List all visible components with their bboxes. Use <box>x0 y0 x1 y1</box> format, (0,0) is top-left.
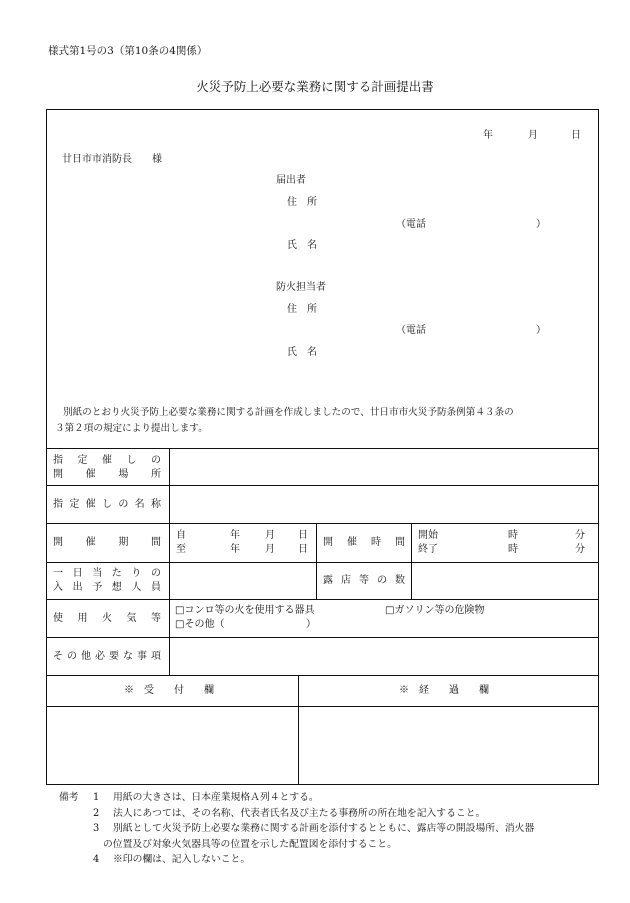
attendance-label-line2: 入 出 予 想 人 員 <box>53 582 161 593</box>
rule-venue <box>46 485 599 486</box>
remark-1-number: 1 <box>93 792 100 803</box>
notifier-phone-open: （電話 <box>396 219 426 230</box>
col-hours-left <box>316 523 317 562</box>
hours-start-hour: 時 <box>508 530 518 541</box>
hours-end: 終了 <box>418 544 438 555</box>
hours-label: 開 催 時 間 <box>323 537 405 548</box>
rule-period <box>46 562 599 563</box>
col-hours-right <box>411 523 412 562</box>
fire-manager-heading: 防火担当者 <box>276 282 326 293</box>
fire-manager-name-label: 氏 名 <box>287 347 317 358</box>
period-to-day: 日 <box>298 544 308 555</box>
hours-end-hour: 時 <box>508 544 518 555</box>
addressee: 廿日市市消防長 様 <box>62 154 162 165</box>
period-label: 開 催 期 間 <box>53 537 161 548</box>
attendance-label-line1: 一 日 当 た り の <box>53 568 161 579</box>
reception-column-header: ※ 受 付 欄 <box>124 685 214 696</box>
hours-start: 開始 <box>418 530 438 541</box>
fire-manager-phone-open: （電話 <box>396 325 426 336</box>
hours-start-minute: 分 <box>575 530 585 541</box>
col-stalls-right <box>411 562 412 599</box>
progress-column-header: ※ 経 過 欄 <box>399 685 489 696</box>
fire-option-other[interactable]: □その他（ <box>175 619 225 630</box>
rule-attendance <box>46 599 599 600</box>
notifier-address-label: 住 所 <box>287 197 317 208</box>
fire-option-gasoline[interactable]: □ガソリン等の危険物 <box>385 605 485 616</box>
col-label-divider <box>169 448 170 675</box>
period-to: 至 <box>176 544 186 555</box>
notifier-heading: 届出者 <box>276 175 306 186</box>
rule-event-name <box>46 523 599 524</box>
remark-3-text: 別紙として火災予防上必要な業務に関する計画を添付するとともに、露店等の開設場所、消火器 <box>113 823 535 834</box>
period-from-month: 月 <box>265 530 275 541</box>
notifier-name-label: 氏 名 <box>287 240 317 251</box>
rule-office-header <box>46 706 599 707</box>
fire-option-other-close: ） <box>306 619 316 630</box>
form-frame <box>46 109 599 785</box>
statement-line-1: 別紙のとおり火災予防上必要な業務に関する計画を作成しましたので、廿日市市火災予防条例第４３条の <box>63 407 514 418</box>
fire-use-label: 使 用 火 気 等 <box>53 613 161 624</box>
remark-3-number: 3 <box>93 823 100 834</box>
period-to-year: 年 <box>230 544 240 555</box>
remark-1-text: 用紙の大きさは、日本産業規格Ａ列４とする。 <box>113 792 319 803</box>
date-day: 日 <box>571 130 581 141</box>
hours-end-minute: 分 <box>575 544 585 555</box>
period-to-month: 月 <box>265 544 275 555</box>
event-name-label: 指 定 催 し の 名 称 <box>53 499 161 510</box>
date-month: 月 <box>528 130 538 141</box>
col-stalls-left <box>316 562 317 599</box>
remark-4-text: ※印の欄は、記入しないこと。 <box>113 854 251 865</box>
stalls-label: 露 店 等 の 数 <box>323 575 405 586</box>
other-matters-label: そ の 他 必 要 な 事 項 <box>53 651 161 662</box>
statement-line-2: ３第２項の規定により提出します。 <box>55 423 208 434</box>
fire-manager-phone-close: ） <box>536 325 546 336</box>
venue-label-line2: 開 催 場 所 <box>53 469 161 480</box>
period-from-day: 日 <box>298 530 308 541</box>
fire-manager-address-label: 住 所 <box>287 304 317 315</box>
period-from-year: 年 <box>230 530 240 541</box>
remark-4-number: 4 <box>93 854 100 865</box>
rule-fire-use <box>46 637 599 638</box>
date-year: 年 <box>483 130 493 141</box>
remark-3-text-continued: の位置及び対象火気器具等の位置を示した配置図を添付すること。 <box>103 838 397 850</box>
notifier-phone-close: ） <box>536 219 546 230</box>
venue-label-line1: 指 定 催 し の <box>53 455 161 466</box>
fire-option-stove[interactable]: □コンロ等の火を使用する器具 <box>175 605 315 616</box>
remarks-label: 備考 <box>59 792 79 803</box>
rule-top-section <box>46 448 599 449</box>
rule-other <box>46 675 599 676</box>
form-number: 様式第1号の3（第10条の4関係） <box>48 45 208 57</box>
document-title: 火災予防上必要な業務に関する計画提出書 <box>196 79 434 94</box>
col-office-divider <box>298 675 299 785</box>
period-from: 自 <box>176 530 186 541</box>
remarks-section <box>59 790 535 868</box>
remark-2-text: 法人にあつては、その名称、代表者氏名及び主たる事務所の所在地を記入すること。 <box>113 807 486 819</box>
remark-2-number: 2 <box>93 807 100 819</box>
